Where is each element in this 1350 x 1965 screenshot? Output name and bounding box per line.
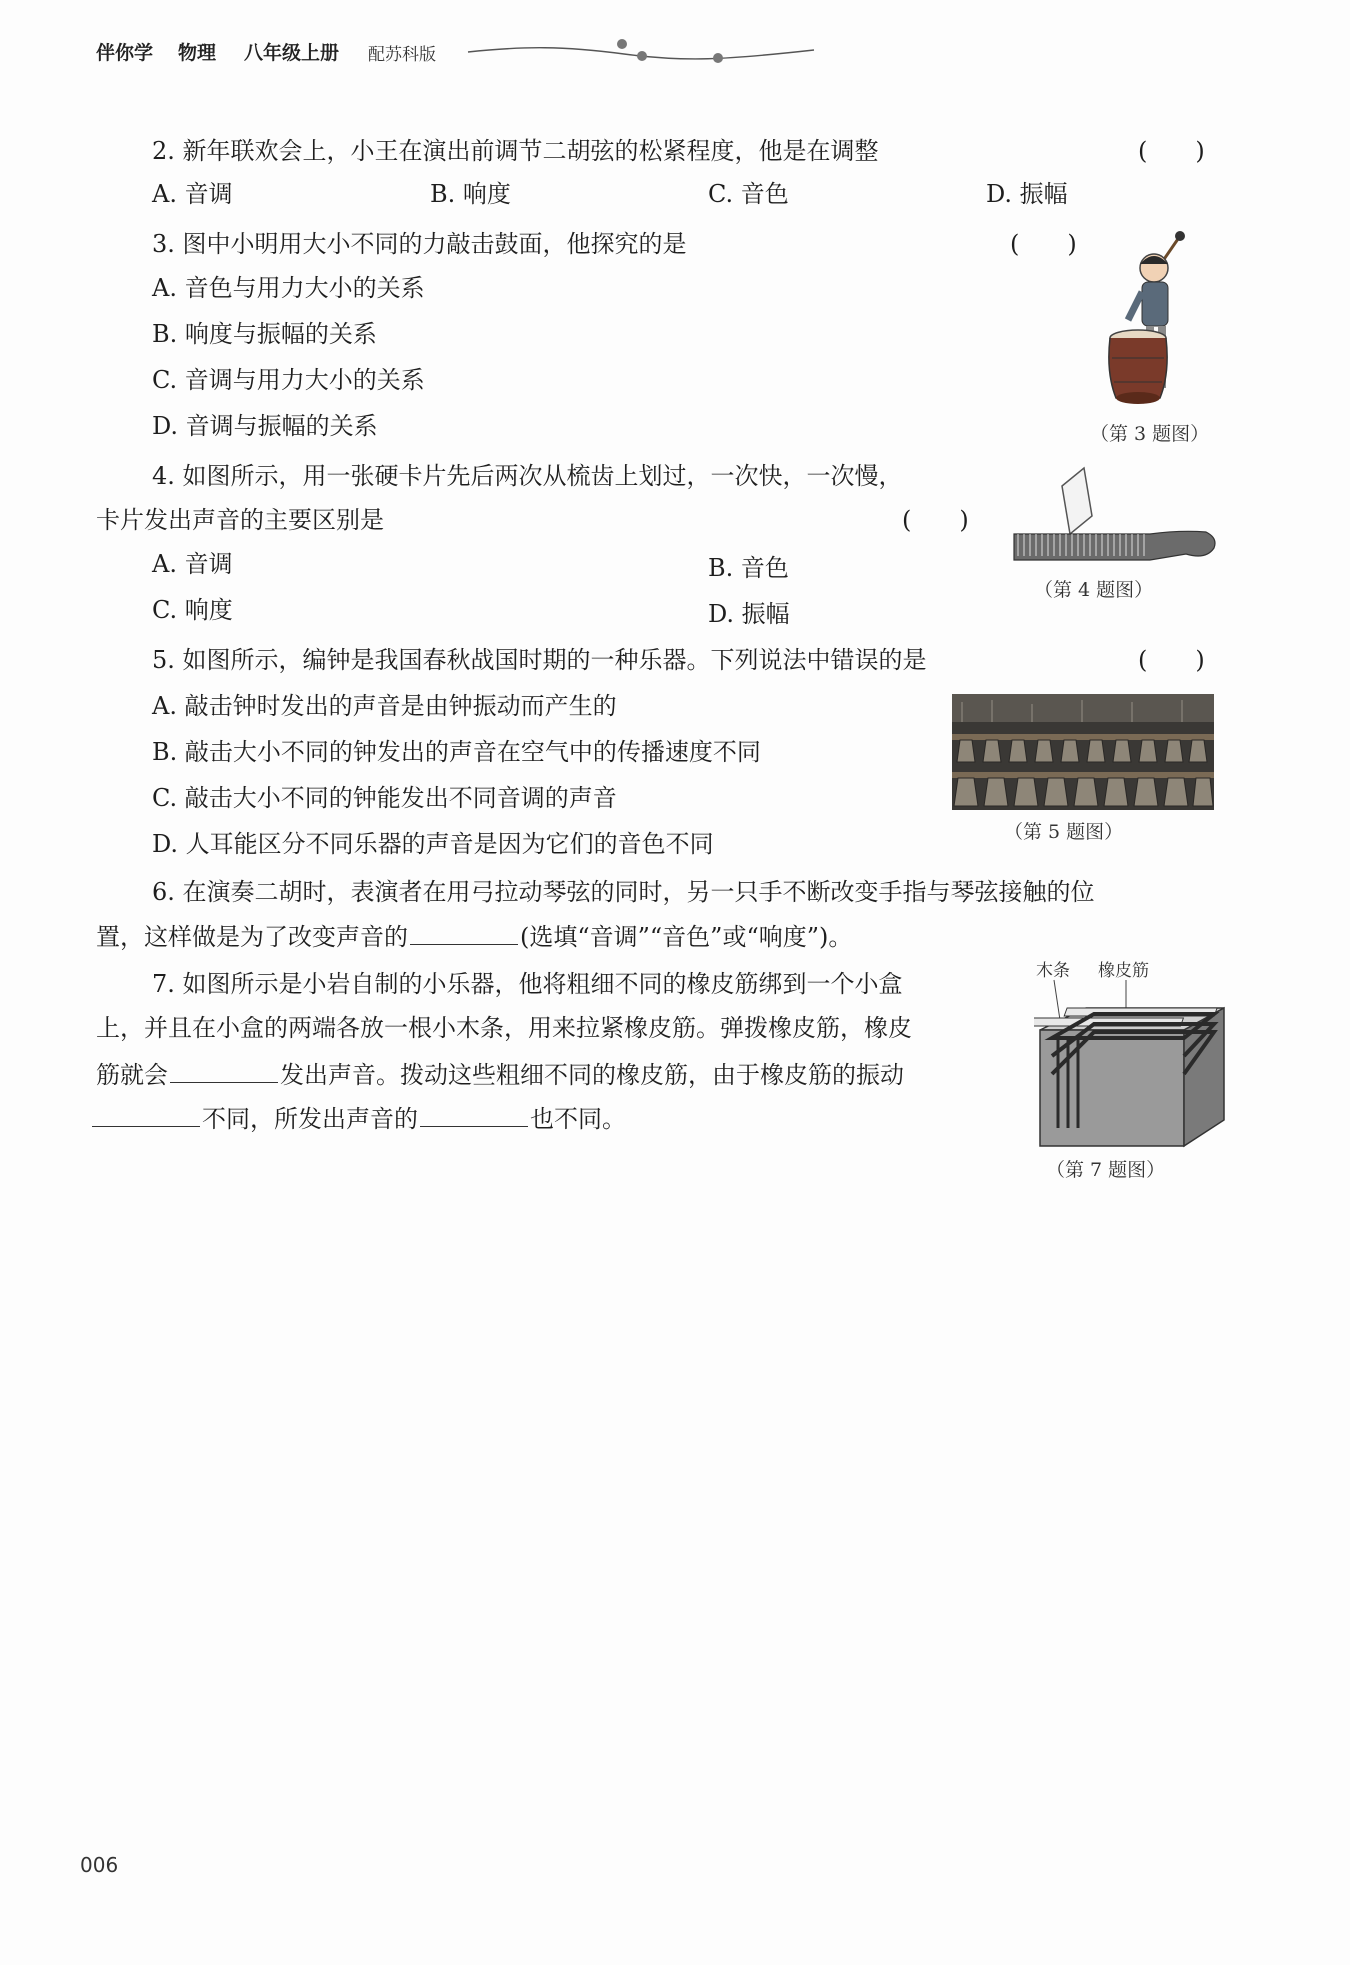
q5-answer-paren: ( ) bbox=[1138, 646, 1205, 674]
q4-answer-paren: ( ) bbox=[902, 506, 969, 534]
q3-answer-paren: ( ) bbox=[1010, 230, 1077, 258]
header-edition: 配苏科版 bbox=[368, 45, 436, 65]
q4-option-b: B. 音色 bbox=[708, 554, 789, 582]
q7-line2: 上，并且在小盒的两端各放一根小木条，用来拉紧橡皮筋。弹拨橡皮筋，橡皮 bbox=[96, 1014, 912, 1042]
q7-line4-mid: 不同，所发出声音的 bbox=[202, 1105, 418, 1133]
q7-line1: 7. 如图所示是小岩自制的小乐器，他将粗细不同的橡皮筋绑到一个小盒 bbox=[152, 970, 903, 998]
q5-option-d: D. 人耳能区分不同乐器的声音是因为它们的音色不同 bbox=[152, 830, 714, 858]
q4-figure-caption: （第 4 题图） bbox=[1034, 579, 1154, 601]
q4-option-c: C. 响度 bbox=[152, 596, 233, 624]
header-decoration bbox=[464, 36, 824, 76]
q7-blank-1[interactable] bbox=[170, 1056, 278, 1083]
page-number: 006 bbox=[80, 1853, 119, 1877]
q7-label-rubber-band: 橡皮筋 bbox=[1098, 961, 1149, 981]
q3-option-a: A. 音色与用力大小的关系 bbox=[152, 274, 425, 302]
q5-option-c: C. 敲击大小不同的钟能发出不同音调的声音 bbox=[152, 784, 617, 812]
drummer-figure bbox=[1108, 228, 1228, 418]
q3-option-b: B. 响度与振幅的关系 bbox=[152, 320, 377, 348]
q7-line4 bbox=[90, 1100, 626, 1135]
q4-stem-line2: 卡片发出声音的主要区别是 bbox=[96, 506, 384, 534]
q4-option-a: A. 音调 bbox=[152, 550, 233, 578]
q5-figure-caption: （第 5 题图） bbox=[1004, 821, 1124, 843]
q4-stem-line1: 4. 如图所示，用一张硬卡片先后两次从梳齿上划过，一次快，一次慢， bbox=[152, 462, 903, 490]
q7-blank-2[interactable] bbox=[92, 1100, 200, 1127]
page-header bbox=[96, 36, 736, 76]
q2-option-d: D. 振幅 bbox=[986, 180, 1068, 208]
header-subject: 物理 bbox=[178, 42, 217, 64]
q5-stem: 5. 如图所示，编钟是我国春秋战国时期的一种乐器。下列说法中错误的是 bbox=[152, 646, 927, 674]
header-grade: 八年级上册 bbox=[244, 42, 340, 64]
q5-option-b: B. 敲击大小不同的钟发出的声音在空气中的传播速度不同 bbox=[152, 738, 761, 766]
q6-line2-after: (选填“音调”“音色”或“响度”)。 bbox=[520, 923, 853, 951]
comb-card-figure bbox=[1010, 464, 1218, 574]
q7-figure-caption: （第 7 题图） bbox=[1046, 1159, 1166, 1181]
header-book: 伴你学 bbox=[96, 42, 154, 64]
rubber-band-box-figure bbox=[1034, 978, 1230, 1152]
q6-line1: 6. 在演奏二胡时，表演者在用弓拉动琴弦的同时，另一只手不断改变手指与琴弦接触的位 bbox=[152, 878, 1095, 906]
q7-line4-after: 也不同。 bbox=[530, 1105, 626, 1133]
bianzhong-photo bbox=[952, 694, 1214, 810]
q7-line3 bbox=[96, 1056, 904, 1091]
q5-option-a: A. 敲击钟时发出的声音是由钟振动而产生的 bbox=[152, 692, 617, 720]
q3-option-d: D. 音调与振幅的关系 bbox=[152, 412, 378, 440]
q3-stem: 3. 图中小明用大小不同的力敲击鼓面，他探究的是 bbox=[152, 230, 687, 258]
q4-option-d: D. 振幅 bbox=[708, 600, 790, 628]
q7-line3-after: 发出声音。拨动这些粗细不同的橡皮筋，由于橡皮筋的振动 bbox=[280, 1061, 904, 1089]
q3-figure-caption: （第 3 题图） bbox=[1090, 423, 1210, 445]
q7-blank-3[interactable] bbox=[420, 1100, 528, 1127]
q2-stem: 2. 新年联欢会上，小王在演出前调节二胡弦的松紧程度，他是在调整 bbox=[152, 137, 879, 165]
q2-option-a: A. 音调 bbox=[152, 180, 233, 208]
q2-option-b: B. 响度 bbox=[430, 180, 511, 208]
q6-line2-before: 置，这样做是为了改变声音的 bbox=[96, 923, 408, 951]
q2-option-c: C. 音色 bbox=[708, 180, 789, 208]
q7-line3-before: 筋就会 bbox=[96, 1061, 168, 1089]
q7-label-wood-strip: 木条 bbox=[1036, 961, 1070, 981]
q6-answer-blank[interactable] bbox=[410, 918, 518, 945]
q6-line2 bbox=[96, 918, 852, 953]
q3-option-c: C. 音调与用力大小的关系 bbox=[152, 366, 425, 394]
q2-answer-paren: ( ) bbox=[1138, 137, 1205, 165]
